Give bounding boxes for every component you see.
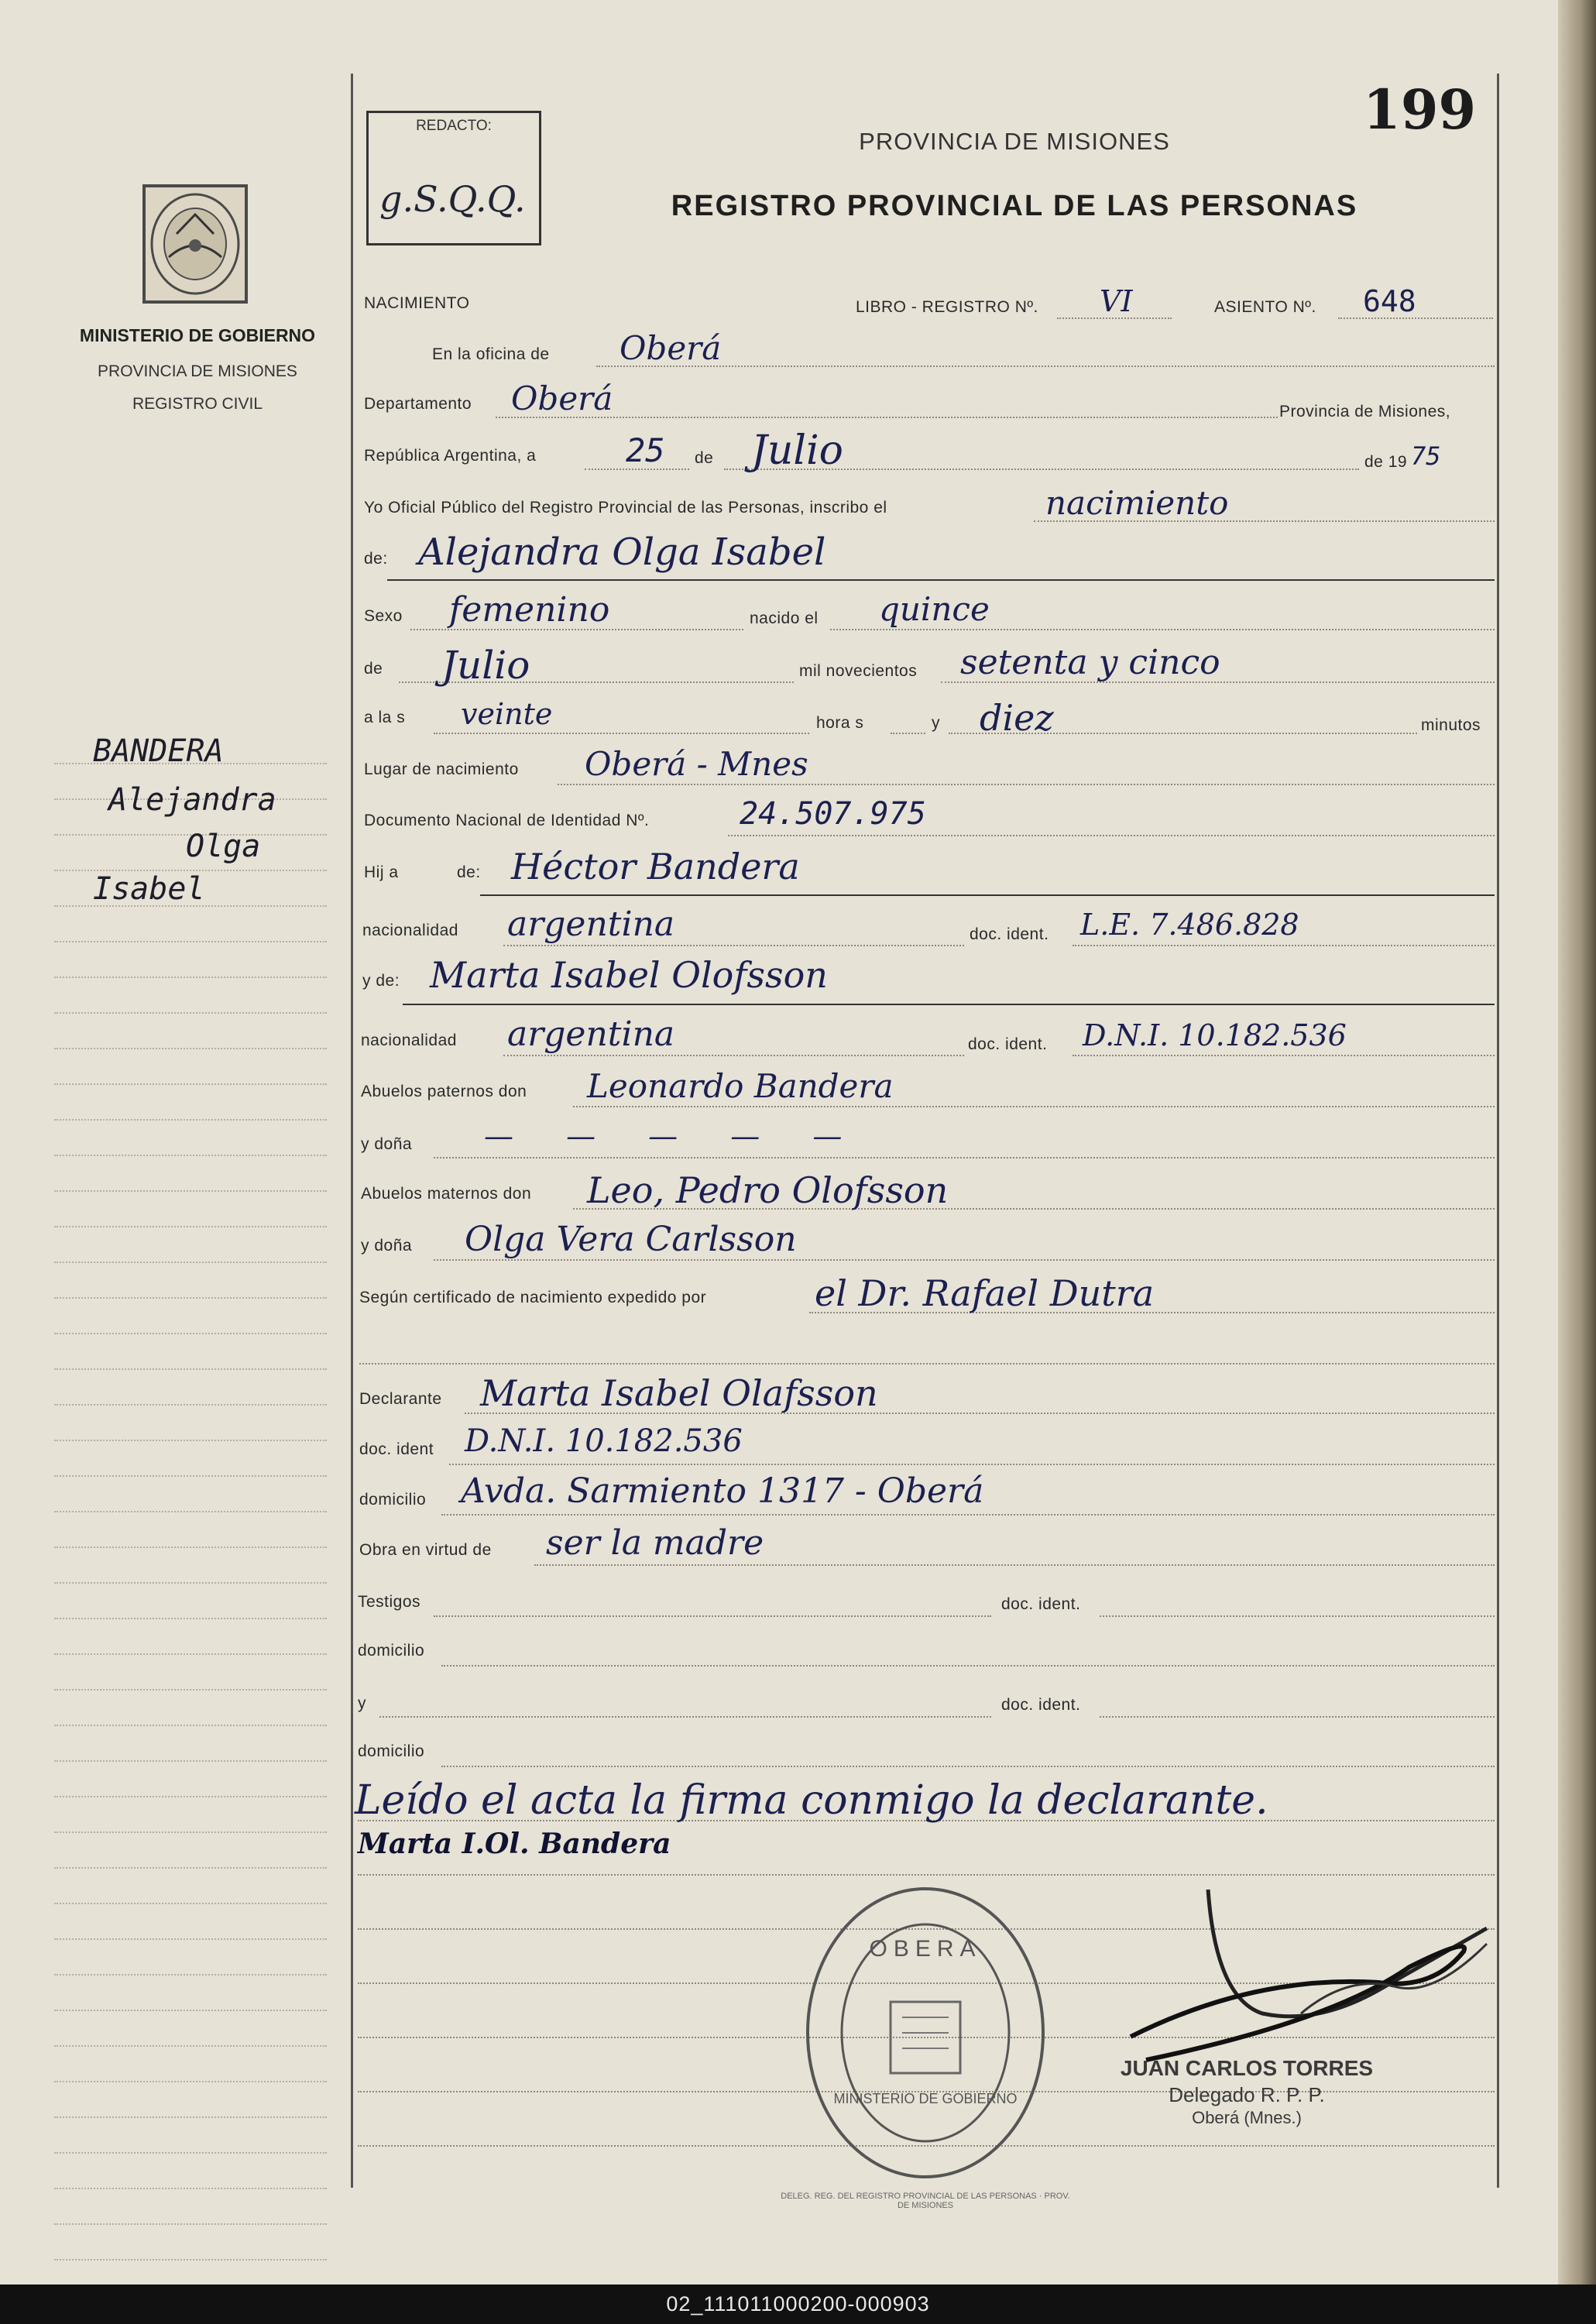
docid2-label: doc. ident. xyxy=(968,1035,1048,1053)
margin-ruled-line xyxy=(54,1226,327,1227)
margin-third-name: Isabel xyxy=(93,871,205,907)
margin-ruled-line xyxy=(54,1155,327,1156)
abuelo-mat-value: Leo, Pedro Olofsson xyxy=(587,1169,949,1211)
margin-ruled-line xyxy=(54,1190,327,1192)
fill-line xyxy=(441,1514,1495,1516)
official-location: Oberá (Mnes.) xyxy=(1192,2108,1302,2127)
anio-label: de 19 xyxy=(1364,453,1408,471)
fill-line xyxy=(434,1259,1495,1261)
oficina-value: Oberá xyxy=(620,329,722,367)
declarante-value: Marta Isabel Olafsson xyxy=(480,1372,878,1414)
person-name: Alejandra Olga Isabel xyxy=(418,530,826,574)
margin-ruled-line xyxy=(54,2116,327,2118)
yde-label: y de: xyxy=(362,972,400,990)
margin-ruled-line xyxy=(54,1404,327,1406)
fill-line xyxy=(503,945,964,946)
abuelos-pat-label: Abuelos paternos don xyxy=(361,1083,527,1100)
libro-value: VI xyxy=(1100,284,1133,318)
fill-line xyxy=(359,1363,1495,1365)
fill-line xyxy=(1100,1615,1495,1617)
fill-line xyxy=(449,1464,1495,1465)
margin-ruled-line xyxy=(54,1653,327,1655)
margin-ruled-line xyxy=(54,1297,327,1299)
closing-text: Leído el acta la firma conmigo la declarante. xyxy=(355,1777,1268,1824)
page-number: 199 xyxy=(1363,77,1477,142)
domicilio-label: domicilio xyxy=(359,1491,427,1509)
docid3-value: D.N.I. 10.182.536 xyxy=(465,1423,743,1459)
margin-ruled-line xyxy=(54,1368,327,1370)
father-underline xyxy=(480,894,1495,896)
madre-value: Marta Isabel Olofsson xyxy=(430,954,828,996)
margin-ruled-line xyxy=(54,2010,327,2011)
record-type: NACIMIENTO xyxy=(364,294,470,312)
hija-de-label: de: xyxy=(457,863,481,881)
official-name: JUAN CARLOS TORRES xyxy=(1120,2056,1374,2080)
margin-ruled-line xyxy=(54,1903,327,1904)
margin-ruled-line xyxy=(54,1974,327,1976)
margin-ruled-line xyxy=(54,1867,327,1869)
official-role: Delegado R. P. P. xyxy=(1169,2083,1325,2106)
y-label: y xyxy=(932,714,940,732)
margin-ruled-line xyxy=(54,1938,327,1940)
margin-surname: BANDERA xyxy=(93,733,224,769)
fill-line xyxy=(558,784,1495,785)
margin-ruled-line xyxy=(54,1760,327,1762)
abuela-pat-value: — — — — — xyxy=(484,1119,864,1153)
docid3-label: doc. ident xyxy=(359,1440,434,1458)
fill-line xyxy=(503,1055,964,1056)
margin-ruled-line xyxy=(54,1440,327,1441)
de-label: de xyxy=(695,449,714,467)
de-person-label: de: xyxy=(364,550,388,568)
name-underline xyxy=(387,579,1495,581)
fill-line xyxy=(434,1157,1495,1159)
fill-line xyxy=(1073,1055,1495,1056)
stamp-ring-text: DELEG. REG. DEL REGISTRO PROVINCIAL DE LAS PERSONAS · PROV. DE MISIONES xyxy=(781,2192,1070,2210)
oficial-label: Yo Oficial Público del Registro Provincial de las Personas, inscribo el xyxy=(364,499,887,517)
fill-line xyxy=(830,629,1495,630)
margin-second-name: Olga xyxy=(186,829,261,864)
testigos-label: Testigos xyxy=(358,1593,421,1611)
domicilio2-label: domicilio xyxy=(358,1642,425,1660)
domicilio3-label: domicilio xyxy=(358,1742,425,1760)
margin-ruled-line xyxy=(54,1546,327,1548)
fill-line xyxy=(534,1564,1495,1566)
anio-value: 75 xyxy=(1411,441,1441,471)
margin-ruled-line xyxy=(54,1796,327,1797)
margin-ruled-line xyxy=(54,1262,327,1263)
mes-value: Julio xyxy=(751,427,843,474)
official-signature xyxy=(1100,1859,1502,2083)
sexo-value: femenino xyxy=(449,590,610,630)
fill-line xyxy=(728,835,1495,836)
fill-line xyxy=(496,417,1278,418)
padre-value: Héctor Bandera xyxy=(511,846,800,887)
sexo-label: Sexo xyxy=(364,607,403,625)
asiento-label: ASIENTO Nº. xyxy=(1214,298,1316,316)
ydona1-label: y doña xyxy=(361,1135,413,1153)
margin-ruled-line xyxy=(54,941,327,942)
departamento-value: Oberá xyxy=(511,379,613,417)
nacido-value: quince xyxy=(879,590,990,628)
y2-label: y xyxy=(358,1694,366,1712)
mother-underline xyxy=(403,1004,1495,1005)
margin-first-name: Alejandra xyxy=(108,782,276,818)
margin-ruled-line xyxy=(54,1475,327,1477)
stamp-inner-text: MINISTERIO DE GOBIERNO xyxy=(833,2091,1018,2106)
abuelos-mat-label: Abuelos maternos don xyxy=(361,1185,532,1203)
ministry-province: PROVINCIA DE MISIONES xyxy=(98,362,297,380)
republica-label: República Argentina, a xyxy=(364,447,537,465)
docid2-value: D.N.I. 10.182.536 xyxy=(1083,1018,1347,1052)
dni-label: Documento Nacional de Identidad Nº. xyxy=(364,812,650,829)
declarante-label: Declarante xyxy=(359,1390,442,1408)
lugar-value: Oberá - Mnes xyxy=(585,745,808,783)
alas-label: a la s xyxy=(364,709,406,726)
margin-ruled-line xyxy=(54,1048,327,1049)
oficial-value: nacimiento xyxy=(1045,484,1229,522)
margin-ruled-line xyxy=(54,2223,327,2225)
redacto-initials: g.S.Q.Q. xyxy=(379,178,526,220)
domicilio-value: Avda. Sarmiento 1317 - Oberá xyxy=(461,1471,984,1511)
mil-label: mil novecientos xyxy=(799,662,918,680)
fill-line xyxy=(441,1766,1495,1767)
ministry-title: MINISTERIO DE GOBIERNO xyxy=(79,325,316,345)
archive-code: 02_111011000200-000903 xyxy=(0,2285,1596,2324)
margin-ruled-line xyxy=(54,1618,327,1619)
nacido-label: nacido el xyxy=(750,609,819,627)
oficina-label: En la oficina de xyxy=(432,345,550,363)
margin-ruled-line xyxy=(54,2188,327,2189)
horas-label: hora s xyxy=(816,714,864,732)
certificado-label: Según certificado de nacimiento expedido por xyxy=(359,1289,707,1306)
fill-line xyxy=(1073,945,1495,946)
nac1-value: argentina xyxy=(507,905,675,944)
fill-line xyxy=(379,1716,991,1718)
certificado-value: el Dr. Rafael Dutra xyxy=(815,1272,1155,1314)
lugar-label: Lugar de nacimiento xyxy=(364,760,519,778)
margin-ruled-line xyxy=(54,2259,327,2260)
fill-line xyxy=(434,733,809,734)
declarant-signature: Marta I.Ol. Bandera xyxy=(358,1828,671,1860)
ministry-coat-of-arms xyxy=(138,180,252,307)
margin-ruled-line xyxy=(54,1333,327,1334)
margin-ruled-line xyxy=(54,1689,327,1691)
fill-line xyxy=(891,733,925,734)
margin-ruled-line xyxy=(54,2081,327,2082)
docid5-label: doc. ident. xyxy=(1001,1696,1081,1714)
ydona2-label: y doña xyxy=(361,1237,413,1255)
nac2-value: argentina xyxy=(507,1014,675,1054)
fill-line xyxy=(573,1106,1495,1107)
dia-value: 25 xyxy=(626,431,665,469)
docid4-label: doc. ident. xyxy=(1001,1595,1081,1613)
fill-line xyxy=(441,1665,1495,1667)
margin-ruled-line xyxy=(54,1582,327,1584)
left-margin-line xyxy=(351,74,353,2188)
obra-label: Obra en virtud de xyxy=(359,1541,492,1559)
anio-text: setenta y cinco xyxy=(960,643,1220,682)
de2-label: de xyxy=(364,660,383,678)
margin-ruled-line xyxy=(54,977,327,978)
abuela-mat-value: Olga Vera Carlsson xyxy=(465,1220,797,1259)
nacido-mes: Julio xyxy=(441,643,530,688)
obra-value: ser la madre xyxy=(546,1523,764,1563)
header-registry: REGISTRO PROVINCIAL DE LAS PERSONAS xyxy=(671,190,1358,222)
header-province: PROVINCIA DE MISIONES xyxy=(859,128,1170,155)
departamento-label: Departamento xyxy=(364,395,472,413)
asiento-value: 648 xyxy=(1363,284,1416,318)
margin-ruled-line xyxy=(54,1083,327,1085)
libro-label: LIBRO - REGISTRO Nº. xyxy=(856,298,1038,316)
ministry-office: REGISTRO CIVIL xyxy=(132,395,263,413)
nac1-label: nacionalidad xyxy=(362,922,458,939)
docid1-label: doc. ident. xyxy=(970,925,1049,943)
fill-line xyxy=(1100,1716,1495,1718)
margin-ruled-line xyxy=(54,2152,327,2154)
margin-ruled-line xyxy=(54,1012,327,1014)
docid1-value: L.E. 7.486.828 xyxy=(1080,908,1299,942)
book-spine xyxy=(1558,0,1596,2285)
fill-line xyxy=(434,1615,991,1617)
margin-ruled-line xyxy=(54,2045,327,2047)
official-stamp xyxy=(798,1878,1053,2188)
margin-ruled-line xyxy=(54,1119,327,1121)
hora-value: veinte xyxy=(461,697,553,731)
redacto-label: REDACTO: xyxy=(416,118,492,134)
margin-ruled-line xyxy=(54,1831,327,1833)
minutos-label: minutos xyxy=(1421,716,1481,734)
hija-label: Hij a xyxy=(364,863,399,881)
margin-ruled-line xyxy=(54,1511,327,1512)
dni-value: 24.507.975 xyxy=(740,796,926,832)
provincia-label: Provincia de Misiones, xyxy=(1279,403,1451,421)
fill-line xyxy=(596,366,1495,367)
margin-ruled-line xyxy=(54,1725,327,1726)
nac2-label: nacionalidad xyxy=(361,1032,457,1049)
minutos-value: diez xyxy=(980,697,1054,739)
stamp-city: OBERA xyxy=(869,1936,982,1962)
abuelo-pat-value: Leonardo Bandera xyxy=(587,1067,894,1105)
